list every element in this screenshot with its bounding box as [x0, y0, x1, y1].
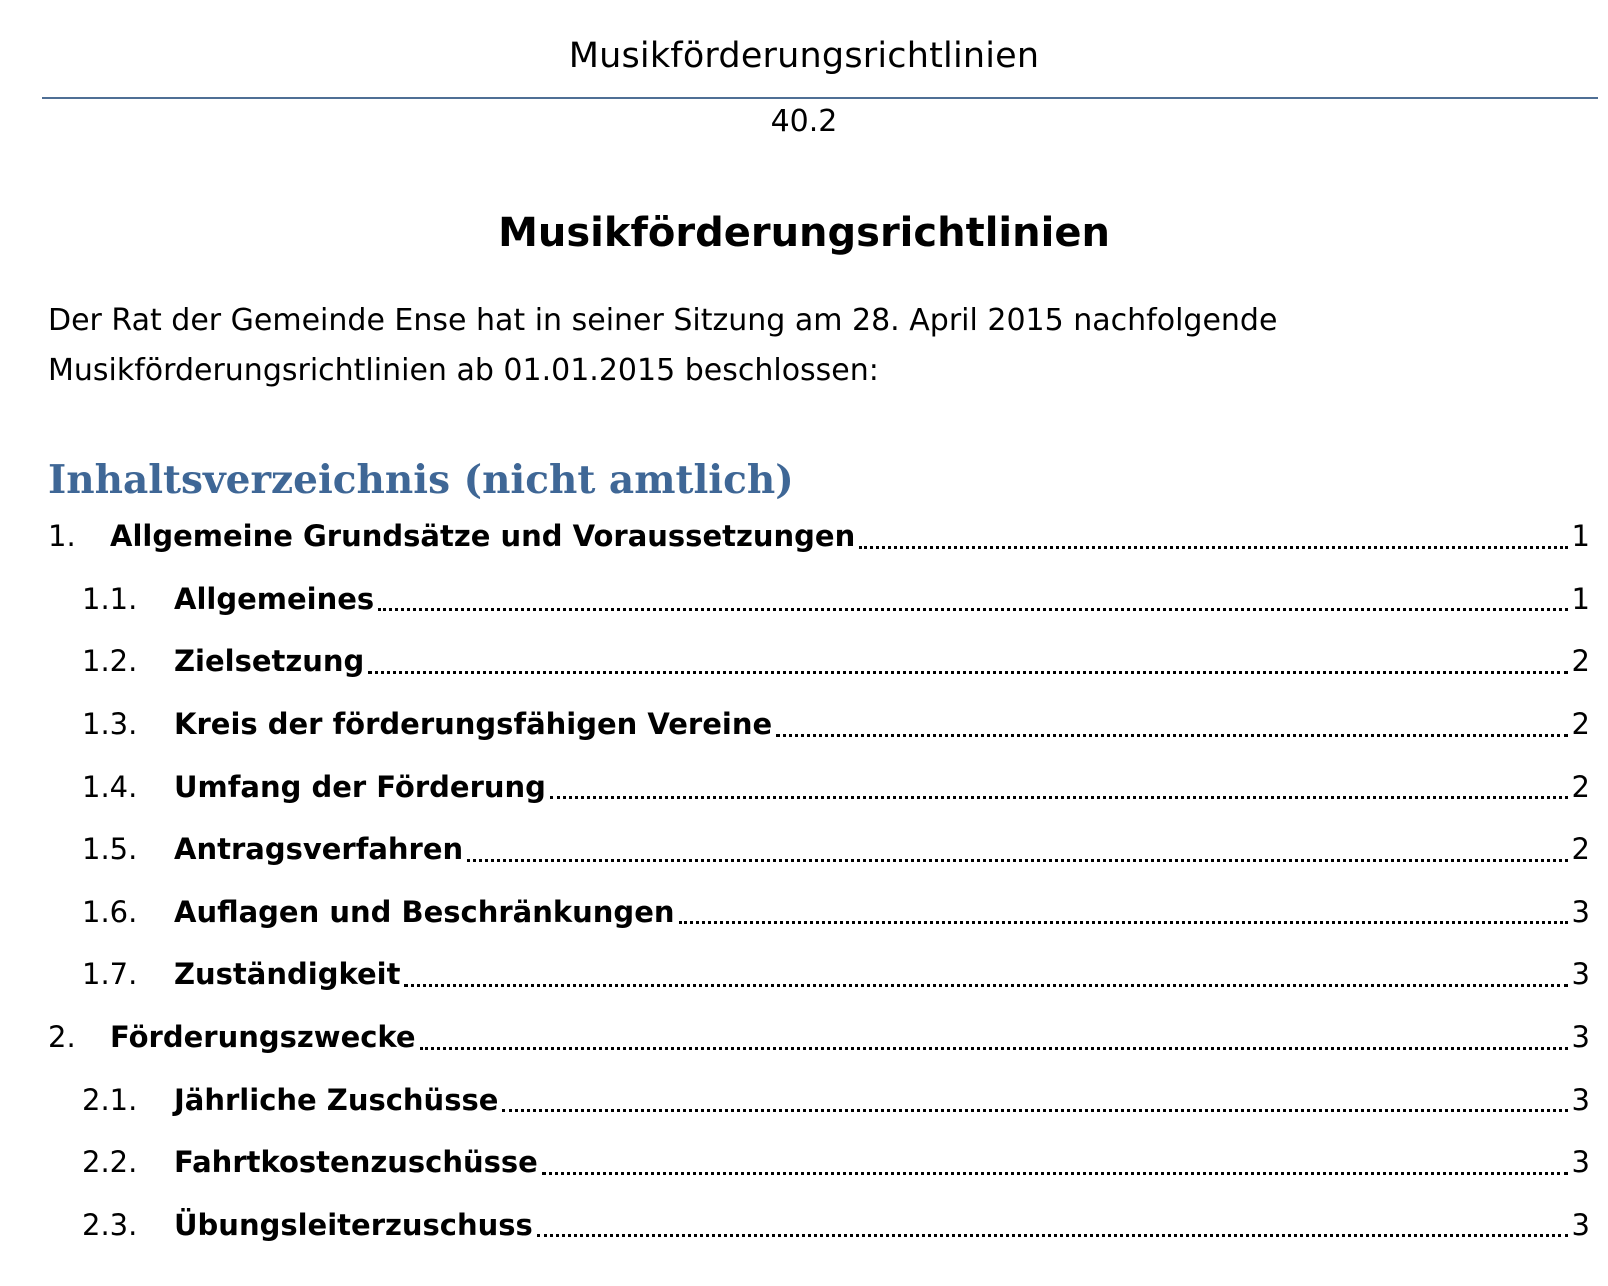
- toc-entry-number: 1.5.: [82, 832, 138, 867]
- toc-entry[interactable]: [48, 943, 1590, 1006]
- toc-entry-page-number: 2: [1571, 707, 1590, 742]
- toc-entry-label[interactable]: Auflagen und Beschränkungen: [174, 895, 679, 929]
- toc-entry[interactable]: [48, 693, 1590, 756]
- toc-entry[interactable]: [48, 505, 1590, 568]
- toc-entry-page-number: 3: [1571, 1145, 1590, 1180]
- toc-entry[interactable]: [48, 568, 1590, 631]
- toc-entry[interactable]: [48, 818, 1590, 881]
- toc-entry-number: 2.1.: [82, 1082, 138, 1117]
- toc-dot-leader: [776, 734, 1567, 737]
- toc-entry[interactable]: [48, 1194, 1590, 1257]
- toc-entry[interactable]: [48, 630, 1590, 693]
- toc-heading: Inhaltsverzeichnis (nicht amtlich): [48, 457, 794, 503]
- toc-entry-page-number: 3: [1571, 1020, 1590, 1055]
- toc-entry-label[interactable]: Allgemeine Grundsätze und Voraussetzungen: [110, 519, 859, 553]
- toc-entry-number: 1.3.: [82, 707, 138, 742]
- toc-dot-leader: [467, 859, 1567, 862]
- toc-entry-number: 1.: [48, 519, 76, 554]
- toc-entry-label[interactable]: Antragsverfahren: [174, 832, 467, 866]
- toc-entry-number: 1.1.: [82, 581, 138, 616]
- toc-entry-number: 2.: [48, 1020, 76, 1055]
- toc-entry-number: 2.3.: [82, 1207, 138, 1242]
- toc-entry[interactable]: [48, 1006, 1590, 1069]
- toc-entry[interactable]: [48, 881, 1590, 944]
- toc-entry-number: 1.6.: [82, 894, 138, 929]
- toc-entry[interactable]: [48, 755, 1590, 818]
- toc-entry-label[interactable]: Förderungszwecke: [110, 1020, 420, 1054]
- toc-entry-page-number: 3: [1571, 1082, 1590, 1117]
- toc-entry-label[interactable]: Zuständigkeit: [174, 957, 404, 991]
- toc-entry-number: 2.2.: [82, 1145, 138, 1180]
- running-header-title: Musikförderungsrichtlinien: [568, 36, 1040, 76]
- intro-line: Musikförderungsrichtlinien ab 01.01.2015 beschlossen:: [48, 353, 879, 388]
- intro-paragraph: [48, 296, 1548, 396]
- toc-entry-page-number: 2: [1571, 644, 1590, 679]
- toc-entry-page-number: 3: [1571, 894, 1590, 929]
- toc-entry[interactable]: [48, 1068, 1590, 1131]
- toc-entry-number: 1.4.: [82, 769, 138, 804]
- toc-entry-label[interactable]: Allgemeines: [174, 582, 378, 616]
- toc-dot-leader: [368, 671, 1567, 674]
- toc-dot-leader: [679, 921, 1568, 924]
- toc-entry-page-number: 1: [1571, 581, 1590, 616]
- toc-entry-number: 1.2.: [82, 644, 138, 679]
- toc-entry-page-number: 3: [1571, 957, 1590, 992]
- toc-entry-label[interactable]: Übungsleiterzuschuss: [174, 1208, 537, 1242]
- toc-dot-leader: [550, 796, 1568, 799]
- toc-dot-leader: [404, 984, 1567, 987]
- toc-entry-page-number: 2: [1571, 832, 1590, 867]
- toc-dot-leader: [859, 546, 1567, 549]
- toc-entry-label[interactable]: Zielsetzung: [174, 644, 368, 678]
- toc-dot-leader: [537, 1234, 1568, 1237]
- toc-entry-label[interactable]: Umfang der Förderung: [174, 770, 550, 804]
- table-of-contents: [48, 505, 1590, 1256]
- toc-dot-leader: [378, 608, 1567, 611]
- header-divider: [42, 97, 1598, 99]
- intro-line: Der Rat der Gemeinde Ense hat in seiner Sitzung am 28. April 2015 nachfolgende: [48, 303, 1278, 338]
- toc-dot-leader: [542, 1172, 1568, 1175]
- toc-dot-leader: [502, 1109, 1567, 1112]
- toc-entry-page-number: 3: [1571, 1207, 1590, 1242]
- toc-entry-label[interactable]: Kreis der förderungsfähigen Vereine: [174, 707, 776, 741]
- toc-entry-page-number: 2: [1571, 769, 1590, 804]
- toc-entry-number: 1.7.: [82, 957, 138, 992]
- document-title: Musikförderungsrichtlinien: [498, 210, 1110, 256]
- toc-entry[interactable]: [48, 1131, 1590, 1194]
- header-document-number: 40.2: [770, 104, 838, 139]
- toc-dot-leader: [420, 1047, 1568, 1050]
- toc-entry-page-number: 1: [1571, 519, 1590, 554]
- toc-entry-label[interactable]: Jährliche Zuschüsse: [174, 1083, 502, 1117]
- toc-entry-label[interactable]: Fahrtkostenzuschüsse: [174, 1145, 542, 1179]
